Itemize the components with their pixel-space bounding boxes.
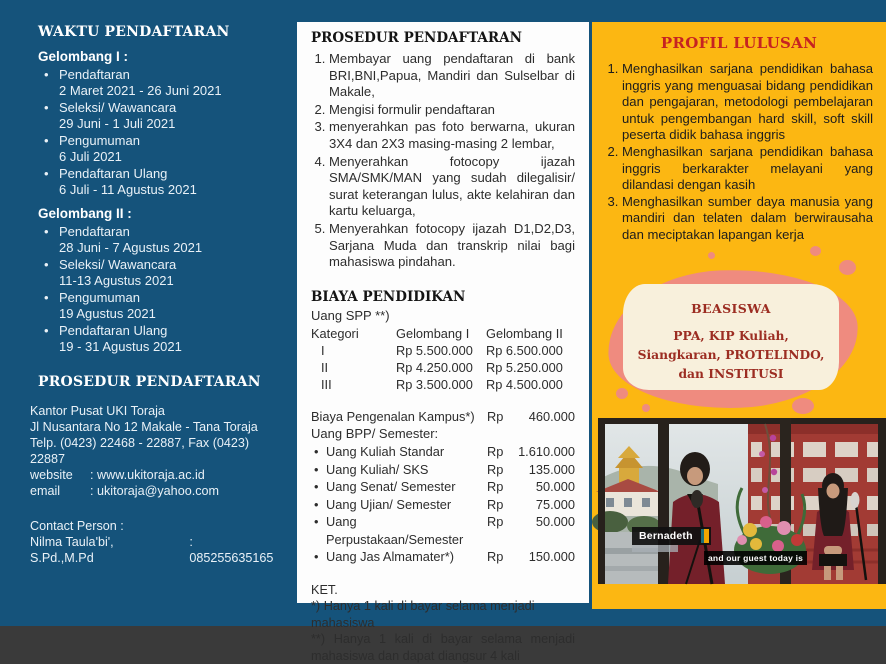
column-header: Gelombang II [486,325,563,341]
contact-person-phone: : 085255635165 [189,535,274,565]
list-item [311,478,575,496]
fee-currency: Rp [487,444,504,460]
table-cell-kategori: I [321,342,325,358]
column-header: Gelombang I [396,325,470,341]
email-value: : ukitoraja@yahoo.com [90,484,219,498]
schedule-label: • Pendaftaran Ulang [59,323,168,338]
fee-label: • Uang Kuliah/ SKS [326,461,429,477]
gelombang2-title: Gelombang II : [38,206,132,221]
profil-lulusan-heading: PROFIL LULUSAN [660,34,818,52]
interview-photo [598,418,886,584]
list-item [38,323,277,354]
list-item [38,67,277,98]
gelombang1-title: Gelombang I : [38,49,129,64]
schedule-date: 6 Juli 2021 [59,148,122,164]
pink-dot-decoration [810,246,821,256]
beasiswa-section [592,268,886,418]
table-cell-g2: Rp 5.250.000 [486,359,563,375]
fee-amount: 50.000 [535,514,575,530]
fee-label: • Uang Ujian/ Semester [326,496,452,512]
left-panel [0,0,297,626]
column-header: Kategori [311,325,359,341]
contact-person-block [30,518,277,566]
waktu-pendaftaran-heading: WAKTU PENDAFTARAN [38,24,230,40]
bpp-label: Uang BPP/ Semester: [311,426,439,442]
schedule-label: • Pengumuman [59,133,140,148]
list-item [311,496,575,514]
schedule-date: 11-13 Agustus 2021 [59,272,174,288]
profil-lulusan-list [607,61,873,244]
fee-currency: Rp [487,461,504,477]
schedule-label: • Pengumuman [59,290,140,305]
list-item: 4. Menyerahkan fotocopy ijazah SMA/SMK/MAN yang sudah dilegalisir/ surat keterangan lulus, akte kelahiran dan kartu keluarga, [329,154,575,220]
fee-currency: Rp [487,479,504,495]
table-cell-g1: Rp 4.250.000 [396,359,473,375]
list-item [38,166,277,197]
fee-label: • Uang Kuliah Standar [326,444,445,460]
schedule-label: • Pendaftaran [59,67,130,82]
website-label: website [30,468,73,482]
contact-person-row [30,534,277,566]
list-item: 3. Menghasilkan sumber daya manusia yang mandiri dan telaten dalam berwirausaha dan meciptakan lapangan kerja [622,194,873,244]
ket-note: **) Hanya 1 kali di bayar selama menjadi mahasiswa dan dapat diangsur 4 kali [311,632,575,663]
biaya-pendidikan-heading: BIAYA PENDIDIKAN [311,288,466,305]
fee-currency: Rp [487,549,504,565]
table-cell-g2: Rp 6.500.000 [486,342,563,358]
office-phone: Telp. (0423) 22468 - 22887, Fax (0423) 22887 [30,436,250,466]
name-tag-accent [701,529,709,543]
office-website-row [30,467,277,483]
middle-panel [297,22,589,663]
gelombang1-list [38,67,277,197]
list-item [311,513,575,548]
fee-label: Biaya Pengenalan Kampus*) [311,408,475,424]
table-cell-g2: Rp 4.500.000 [486,376,563,392]
fee-currency: Rp [487,408,504,424]
fee-amount: 135.000 [528,461,575,477]
schedule-date: 29 Juni - 1 Juli 2021 [59,115,176,131]
prosedur-pendaftaran-heading: PROSEDUR PENDAFTARAN [311,30,522,46]
right-panel [592,22,886,609]
fee-amount: 1.610.000 [518,444,575,460]
schedule-date: 6 Juli - 11 Agustus 2021 [59,181,197,197]
fee-amount: 150.000 [528,549,575,565]
schedule-date: 2 Maret 2021 - 26 Juni 2021 [59,82,222,98]
fee-label: • Uang Jas Almamater*) [326,549,455,565]
schedule-label: • Seleksi/ Wawancara [59,100,177,115]
list-item [38,257,277,288]
fee-label: • Uang Perpustakaan/Semester [326,514,464,547]
contact-person-name: Nilma Taula'bi', S.Pd.,M.Pd [30,535,114,565]
lower-third-name-tag [632,527,711,545]
bpp-fee-list [311,443,575,566]
list-item [311,443,575,461]
fee-currency: Rp [487,514,504,530]
spp-fee-table [311,325,575,393]
schedule-label: • Seleksi/ Wawancara [59,257,177,272]
list-item [311,548,575,566]
list-item: 2. Menghasilkan sarjana pendidikan bahasa inggris berkarakter melayani yang dilandasi dengan kasih [622,144,873,194]
table-cell-kategori: III [321,376,332,392]
video-subtitle: and our guest today is [704,551,807,565]
speaker-name: Bernadeth [639,530,693,542]
prosedur-pendaftaran-heading-left: PROSEDUR PENDAFTARAN [38,374,261,390]
table-cell-kategori: II [321,359,329,375]
fee-amount: 460.000 [528,408,575,424]
list-item: 2. Mengisi formulir pendaftaran [329,102,575,119]
gelombang2-list [38,224,277,354]
office-contact-block [30,403,277,499]
name-tag-substrip [632,545,678,552]
list-item [38,224,277,255]
schedule-label: • Pendaftaran Ulang [59,166,168,181]
list-item [311,461,575,479]
ket-heading: KET. [311,582,338,597]
schedule-date: 19 - 31 Agustus 2021 [59,338,182,354]
fee-label: • Uang Senat/ Semester [326,479,456,495]
spp-label: Uang SPP **) [311,307,390,323]
list-item: 5. Menyerahkan fotocopy ijazah D1,D2,D3, Sarjana Muda dan transkrip nilai bagi mahasiswa pindahan. [329,221,575,271]
office-name: Kantor Pusat UKI Toraja [30,404,165,418]
ket-notes-block [311,582,575,664]
office-email-row [30,483,277,499]
ket-note: *) Hanya 1 kali di bayar selama menjadi mahasiswa [311,599,535,630]
fee-amount: 75.000 [535,496,575,512]
pink-dot-decoration [708,252,715,259]
contact-person-heading: Contact Person : [30,519,124,533]
table-cell-g1: Rp 5.500.000 [396,342,473,358]
table-cell-g1: Rp 3.500.000 [396,376,473,392]
schedule-date: 19 Agustus 2021 [59,305,156,321]
list-item: 3. menyerahkan pas foto berwarna, ukuran 3X4 dan 2X3 masing-masing 2 lembar, [329,119,575,152]
prosedur-steps-list [311,51,575,271]
beasiswa-card [623,284,839,390]
fee-amount: 50.000 [535,479,575,495]
list-item: 1. Membayar uang pendaftaran di bank BRI,BNI,Papua, Mandiri dan Sulselbar di Makale, [329,51,575,101]
schedule-date: 28 Juni - 7 Agustus 2021 [59,239,203,255]
website-value: : www.ukitoraja.ac.id [90,468,205,482]
list-item [38,100,277,131]
schedule-label: • Pendaftaran [59,224,130,239]
office-address: Jl Nusantara No 12 Makale - Tana Toraja [30,420,258,434]
beasiswa-title: BEASISWA [691,301,771,316]
list-item [38,133,277,164]
list-item: 1. Menghasilkan sarjana pendidikan bahasa inggris yang menguasai bidang pendidikan dan pengajaran, metodologi pembelajaran untuk pengembangan hard skill, soft skill peserta didik bahasa inggris [622,61,873,144]
list-item [38,290,277,321]
fee-currency: Rp [487,496,504,512]
beasiswa-body: PPA, KIP Kuliah, Siangkaran, PROTELINDO, dan INSTITUSI [637,328,825,381]
email-label: email [30,484,61,498]
pengenalan-kampus-row [311,408,575,426]
